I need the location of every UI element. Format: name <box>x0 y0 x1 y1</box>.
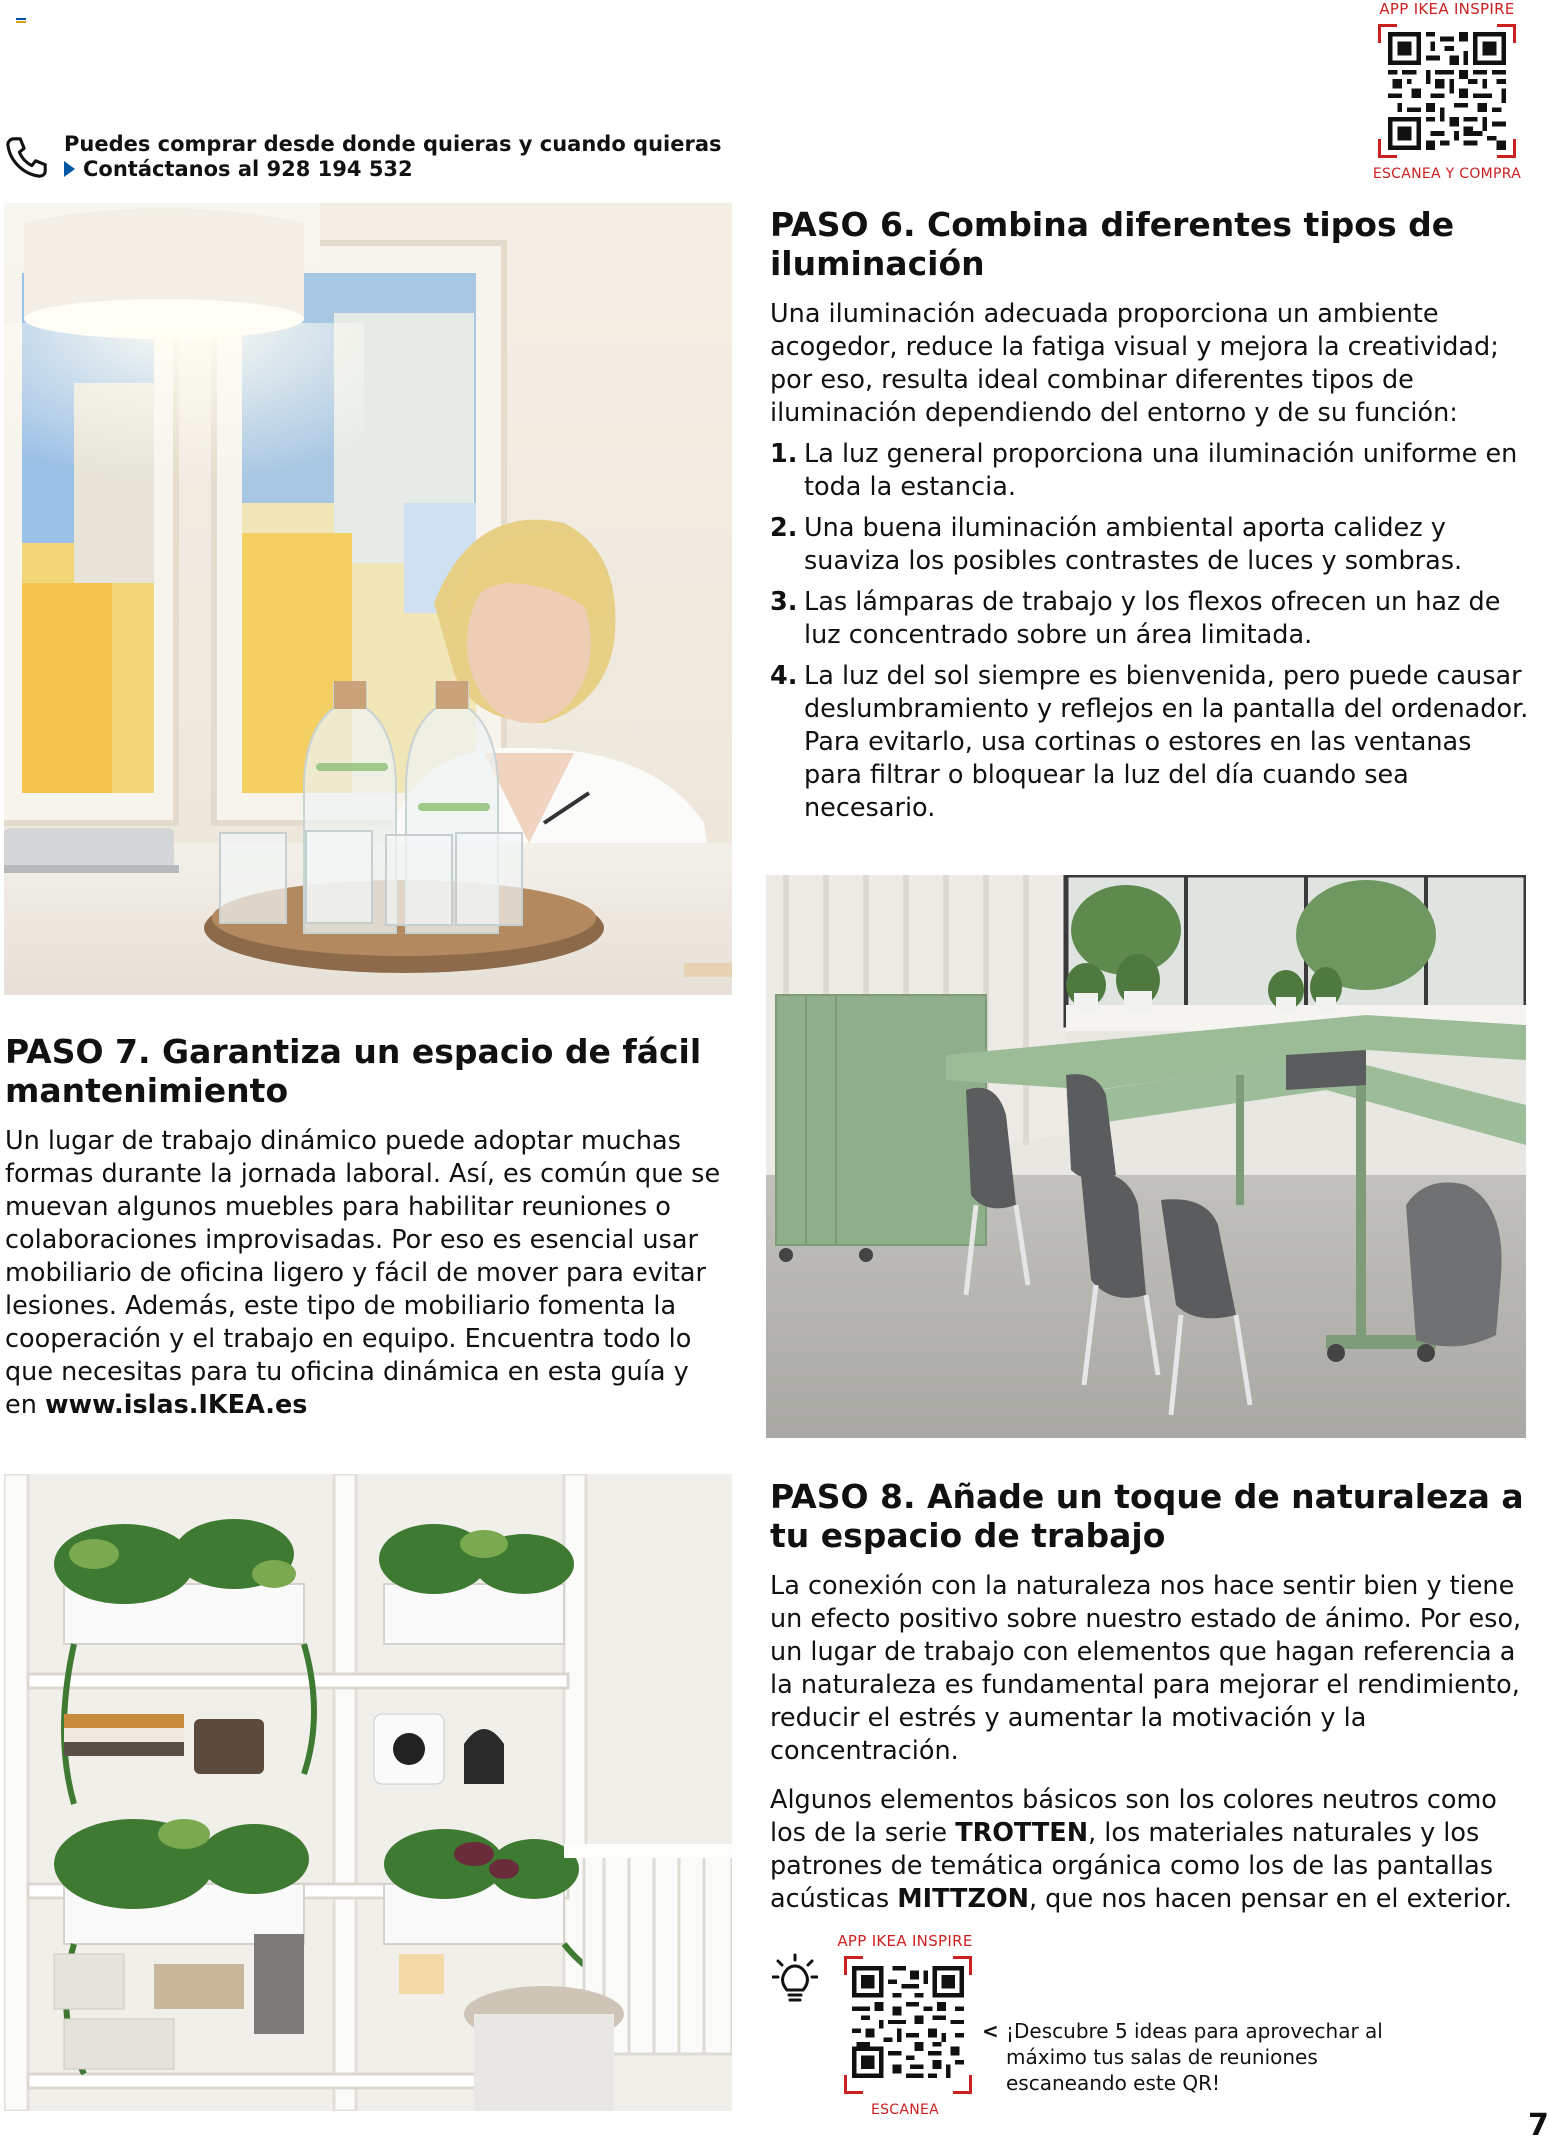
triangle-right-icon <box>64 161 75 177</box>
paso6-list <box>770 438 1530 825</box>
qr-top-cta: ESCANEA Y COMPRA <box>1372 166 1522 182</box>
qr-frame <box>1378 24 1516 158</box>
page-number: 7 <box>1528 2108 1549 2143</box>
qr-code-icon <box>1388 32 1506 150</box>
qr-code-icon <box>852 1966 964 2078</box>
qr-code-top[interactable] <box>1372 0 1522 186</box>
trotten-series-name: TROTTEN <box>955 1818 1089 1848</box>
paso7-body: Un lugar de trabajo dinámico puede adoptar muchas formas durante la jornada laboral. Así, es común que se muevan algunos muebles para habilitar reuniones o colaboraciones improvisadas. Por eso es esencial usar mobiliario de oficina ligero y fácil de mover para evitar lesiones. Además, este tipo de mobiliario fomenta la cooperación y el trabajo en equipo. Encuentra todo lo que necesitas para tu oficina dinámica en esta guía y en www.islas.IKEA.es <box>5 1126 721 1420</box>
qr-note-text: ¡Descubre 5 ideas para aprovechar al máximo tus salas de reuniones escaneando este QR! <box>1006 2019 1383 2095</box>
contact-tagline: Puedes comprar desde donde quieras y cuando quieras <box>64 132 722 156</box>
qr-code-bottom[interactable] <box>830 1932 980 2122</box>
qr-bottom-cta: ESCANEA <box>870 2102 940 2118</box>
photo-lighting-desk <box>4 203 732 995</box>
qr-top-caption: APP IKEA INSPIRE <box>1379 0 1515 18</box>
paso8-paragraph-1: La conexión con la naturaleza nos hace sentir bien y tiene un efecto positivo sobre nuestro estado de ánimo. Por eso, un lugar de trabajo con elementos que hagan referencia a la naturaleza es fundamental para mejorar el rendimiento, reducir el estrés y aumentar la motivación y la concentración. <box>770 1571 1522 1766</box>
paso7-heading: PASO 7. Garantiza un espacio de fácil mantenimiento <box>5 1032 702 1110</box>
paso8-heading: PASO 8. Añade un toque de naturaleza a tu espacio de trabajo <box>770 1477 1524 1555</box>
list-item: 3. Las lámparas de trabajo y los flexos ofrecen un haz de luz concentrado sobre un área limitada. <box>770 587 1501 650</box>
section-paso-6 <box>770 205 1530 833</box>
menu-mark-icon <box>16 18 26 25</box>
contact-phone-text: Contáctanos al 928 194 532 <box>83 157 413 181</box>
list-item: 4. La luz del sol siempre es bienvenida, pero puede causar deslumbramiento y reflejos en la pantalla del ordenador. Para evitarlo, usa cortinas o estores en las ventanas para filtrar o bloquear la luz del día cuando sea necesario. <box>770 661 1529 823</box>
mittzon-series-name: MITTZON <box>897 1884 1029 1914</box>
qr-note <box>982 2018 1402 2096</box>
section-paso-7 <box>5 1032 725 1422</box>
list-item: 1. La luz general proporciona una iluminación uniforme en toda la estancia. <box>770 439 1518 502</box>
phone-icon <box>4 134 50 180</box>
qr-frame <box>844 1956 972 2094</box>
pointer-left-icon: < <box>982 2019 999 2043</box>
photo-plant-shelving <box>4 1474 732 2111</box>
paso6-heading: PASO 6. Combina diferentes tipos de iluminación <box>770 205 1455 283</box>
paso8-paragraph-2: Algunos elementos básicos son los colores neutros como los de la serie TROTTEN, los materiales naturales y los patrones de temática orgánica como los de las pantallas acústicas MITTZON, que nos hacen pensar en el exterior. <box>770 1785 1513 1914</box>
contact-header <box>0 128 722 184</box>
contact-phone-link[interactable] <box>64 157 413 181</box>
qr-bottom-caption: APP IKEA INSPIRE <box>837 1932 973 1950</box>
lightbulb-icon <box>772 1952 818 2008</box>
paso6-intro: Una iluminación adecuada proporciona un ambiente acogedor, reduce la fatiga visual y mejora la creatividad; por eso, resulta ideal combinar diferentes tipos de iluminación dependiendo del entorno y de su función: <box>770 299 1499 428</box>
list-item: 2. Una buena iluminación ambiental aporta calidez y suaviza los posibles contrastes de luces y sombras. <box>770 513 1463 576</box>
photo-meeting-room <box>766 875 1526 1438</box>
section-paso-8 <box>770 1477 1530 1916</box>
ikea-islas-link[interactable]: www.islas.IKEA.es <box>44 1390 308 1420</box>
